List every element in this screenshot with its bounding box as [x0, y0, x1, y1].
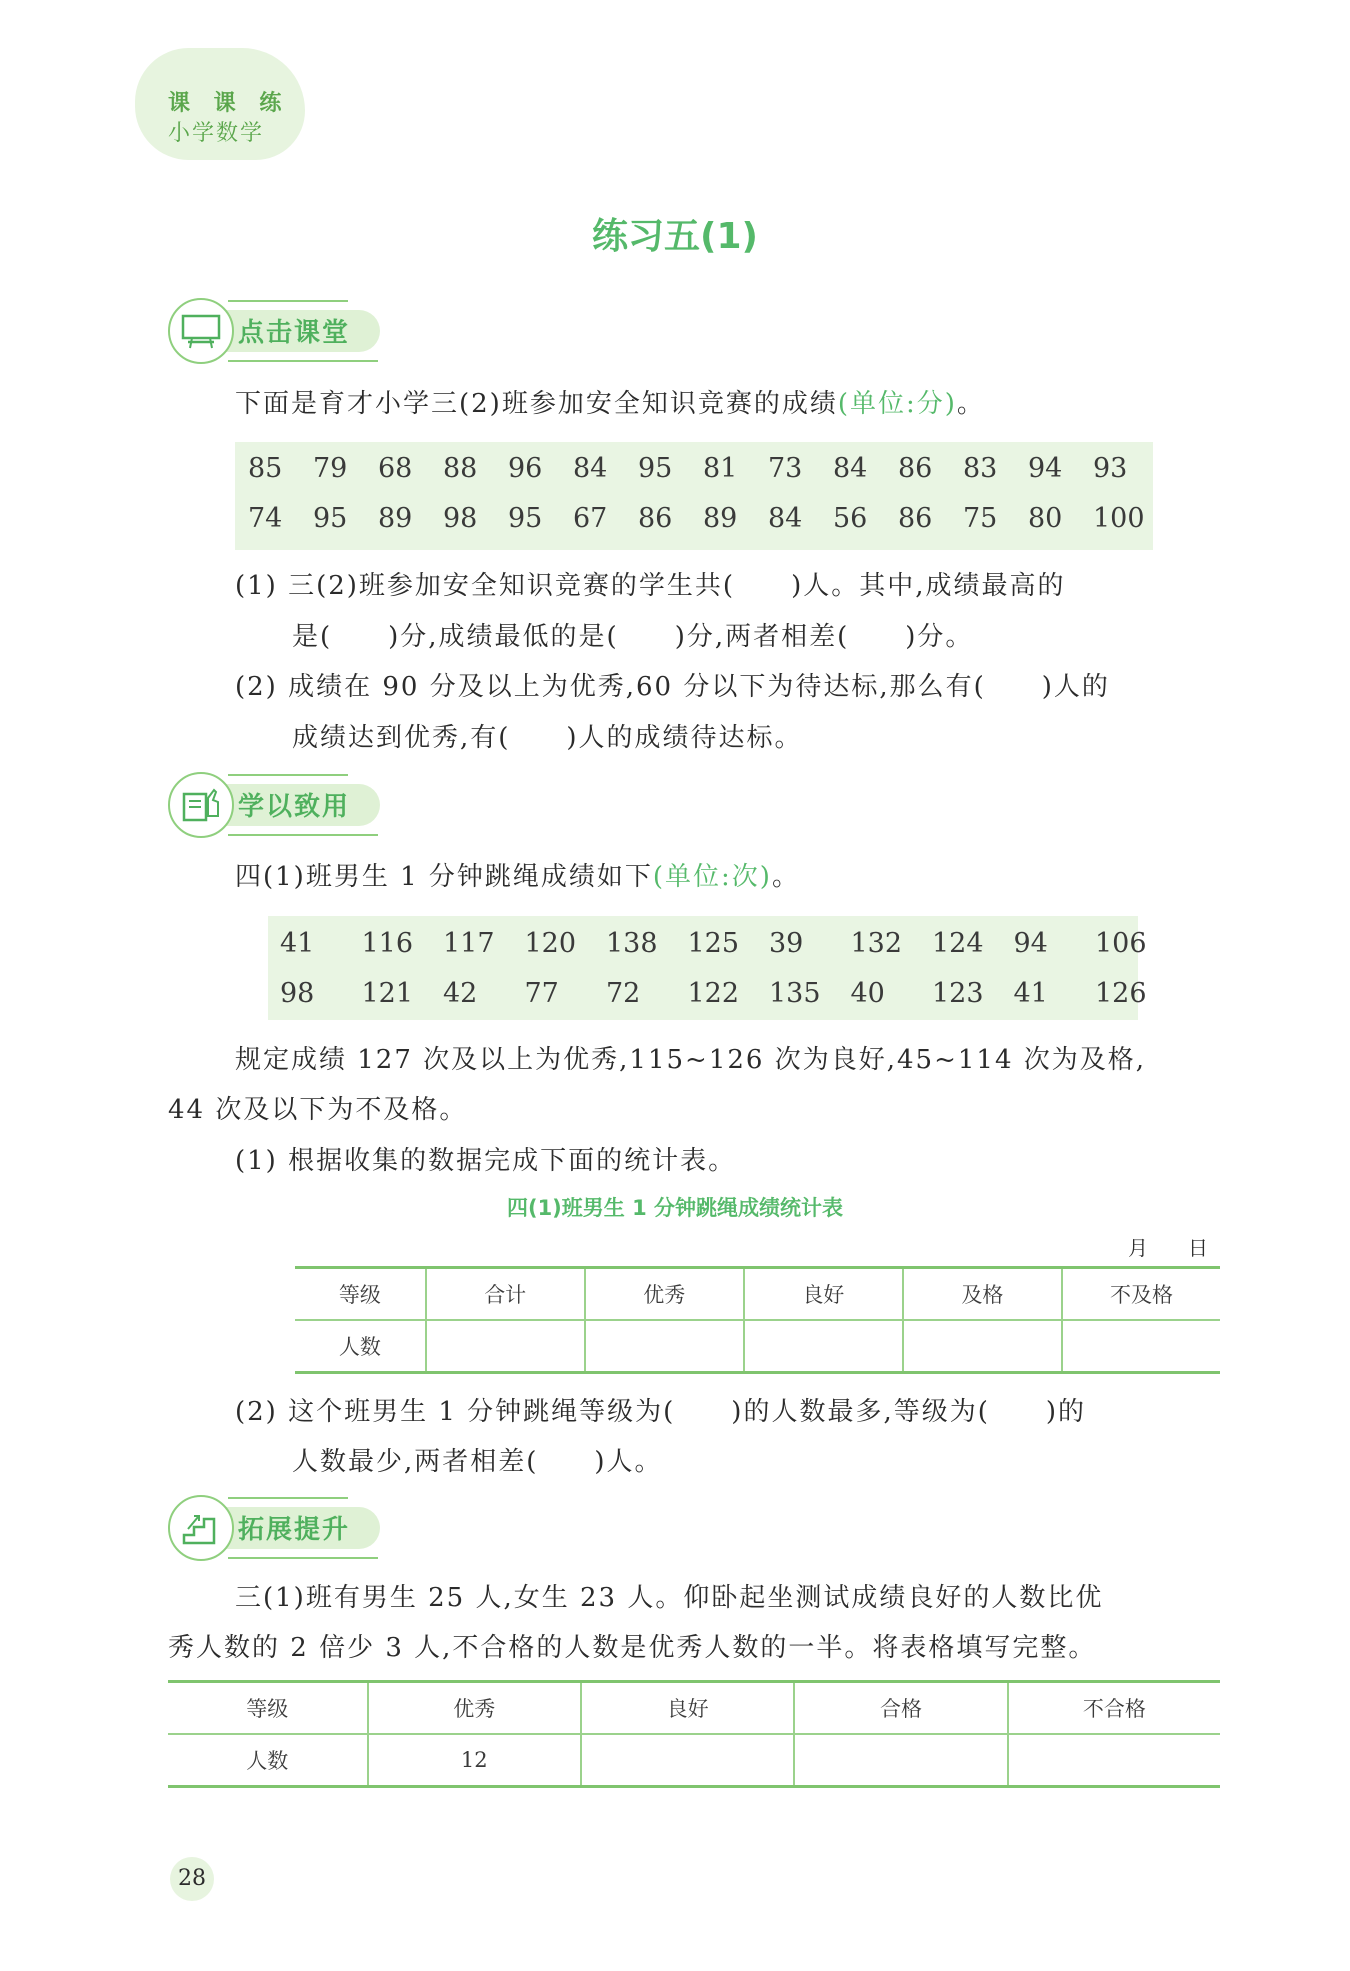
- score-value: 117: [443, 928, 495, 959]
- table-cell[interactable]: [1062, 1320, 1220, 1373]
- score-value: 84: [573, 453, 608, 484]
- book-hand-icon: [168, 772, 234, 838]
- score-value: 124: [932, 928, 984, 959]
- section-header-label: 拓展提升: [238, 1515, 351, 1545]
- table-title: 四(1)班男生 1 分钟跳绳成绩统计表: [506, 1196, 844, 1220]
- table-header-cell: 不合格: [1008, 1682, 1220, 1735]
- table-row: [295, 1320, 1220, 1373]
- score-value: 89: [703, 503, 738, 534]
- score-value: 83: [963, 453, 998, 484]
- score-value: 126: [1095, 978, 1147, 1009]
- score-value: 120: [524, 928, 577, 959]
- table-header-cell: 优秀: [585, 1268, 744, 1321]
- section1-question1-line1: (1) 三(2)班参加安全知识竞赛的学生共( )人。其中,成绩最高的: [235, 571, 1066, 601]
- section2-question1: (1) 根据收集的数据完成下面的统计表。: [235, 1146, 737, 1176]
- score-value: 132: [850, 928, 903, 959]
- score-value: 95: [313, 503, 348, 534]
- table-header-cell: 不及格: [1062, 1268, 1220, 1321]
- section2-question2-line2: 人数最少,两者相差( )人。: [292, 1447, 663, 1477]
- blackboard-icon: [168, 298, 234, 364]
- section1-question2-line1: (2) 成绩在 90 分及以上为优秀,60 分以下为待达标,那么有( )人的: [235, 672, 1110, 702]
- score-value: 79: [313, 453, 348, 484]
- score-value: 80: [1028, 503, 1063, 534]
- score-box-1: [235, 442, 1153, 550]
- score-value: 106: [1095, 928, 1147, 959]
- score-value: 138: [606, 928, 658, 959]
- score-value: 95: [638, 453, 673, 484]
- table-header-cell: 合格: [794, 1682, 1007, 1735]
- score-value: 125: [687, 928, 740, 959]
- score-value: 84: [768, 503, 803, 534]
- score-value: 41: [1013, 978, 1048, 1009]
- section2-rule-line1: 规定成绩 127 次及以上为优秀,115~126 次为良好,45~114 次为及格,: [235, 1045, 1147, 1075]
- table-row: [168, 1682, 1220, 1735]
- table-cell[interactable]: [585, 1320, 744, 1373]
- score-value: 39: [769, 928, 804, 959]
- score-value: 75: [963, 503, 998, 534]
- score-value: 123: [932, 978, 984, 1009]
- score-value: 86: [898, 503, 933, 534]
- score-value: 72: [606, 978, 641, 1009]
- score-value: 40: [850, 978, 885, 1009]
- section1-intro: 下面是育才小学三(2)班参加安全知识竞赛的成绩(单位:分)。: [235, 389, 985, 419]
- table-header-cell: 良好: [581, 1682, 794, 1735]
- score-value: 96: [508, 453, 543, 484]
- table-header-cell: 等级: [168, 1682, 368, 1735]
- table-cell[interactable]: [794, 1734, 1007, 1787]
- table-row: [168, 1734, 1220, 1787]
- page-title: 练习五(1): [592, 216, 758, 257]
- table-header-cell: 及格: [903, 1268, 1062, 1321]
- score-value: 122: [687, 978, 740, 1009]
- score-value: 85: [248, 453, 283, 484]
- table-row: [295, 1268, 1220, 1321]
- score-value: 56: [833, 503, 868, 534]
- score-value: 98: [280, 978, 315, 1009]
- section-header-label: 点击课堂: [238, 318, 351, 348]
- extension-table: [168, 1680, 1220, 1788]
- table-header-cell: 等级: [295, 1268, 426, 1321]
- score-value: 116: [361, 928, 414, 959]
- score-value: 100: [1093, 503, 1145, 534]
- page-number: 28: [178, 1866, 206, 1891]
- section3-text-line2: 秀人数的 2 倍少 3 人,不合格的人数是优秀人数的一半。将表格填写完整。: [168, 1633, 1097, 1663]
- score-value: 94: [1028, 453, 1063, 484]
- score-value: 84: [833, 453, 868, 484]
- section-header-label: 学以致用: [238, 792, 351, 822]
- section2-question2-line1: (2) 这个班男生 1 分钟跳绳等级为( )的人数最多,等级为( )的: [235, 1397, 1087, 1427]
- section2-rule-line2: 44 次及以下为不及格。: [168, 1095, 468, 1125]
- score-value: 88: [443, 453, 478, 484]
- section2-intro: 四(1)班男生 1 分钟跳绳成绩如下(单位:次)。: [235, 862, 800, 892]
- score-value: 86: [638, 503, 673, 534]
- table-header-cell: 合计: [426, 1268, 585, 1321]
- score-value: 41: [280, 928, 315, 959]
- score-value: 135: [769, 978, 821, 1009]
- section-header-classroom: [168, 298, 398, 370]
- section-header-extend: [168, 1495, 398, 1567]
- table-cell[interactable]: [426, 1320, 585, 1373]
- table-header-cell: 优秀: [368, 1682, 581, 1735]
- table-date: 月 日: [1128, 1236, 1208, 1260]
- table-cell[interactable]: [1008, 1734, 1220, 1787]
- table-header-cell: 良好: [744, 1268, 903, 1321]
- stat-table: [295, 1266, 1220, 1374]
- table-row-label: 人数: [295, 1320, 426, 1373]
- brand-name: 课 课 练: [168, 90, 290, 116]
- score-value: 81: [703, 453, 738, 484]
- table-cell: 12: [368, 1734, 581, 1787]
- score-value: 67: [573, 503, 608, 534]
- stairs-icon: [168, 1495, 234, 1561]
- score-value: 77: [524, 978, 559, 1009]
- score-value: 93: [1093, 453, 1128, 484]
- table-cell[interactable]: [581, 1734, 794, 1787]
- score-value: 86: [898, 453, 933, 484]
- score-value: 42: [443, 978, 478, 1009]
- score-value: 94: [1013, 928, 1048, 959]
- section1-question2-line2: 成绩达到优秀,有( )人的成绩待达标。: [292, 723, 803, 753]
- brand-subject: 小学数学: [168, 121, 265, 146]
- score-value: 121: [361, 978, 414, 1009]
- score-value: 95: [508, 503, 543, 534]
- section-header-apply: [168, 772, 398, 844]
- score-value: 68: [378, 453, 413, 484]
- table-cell[interactable]: [744, 1320, 903, 1373]
- section3-text-line1: 三(1)班有男生 25 人,女生 23 人。仰卧起坐测试成绩良好的人数比优: [235, 1583, 1104, 1613]
- table-row-label: 人数: [168, 1734, 368, 1787]
- score-value: 89: [378, 503, 413, 534]
- table-cell[interactable]: [903, 1320, 1062, 1373]
- score-value: 73: [768, 453, 803, 484]
- score-value: 98: [443, 503, 478, 534]
- section1-question1-line2: 是( )分,成绩最低的是( )分,两者相差( )分。: [292, 622, 974, 652]
- score-value: 74: [248, 503, 283, 534]
